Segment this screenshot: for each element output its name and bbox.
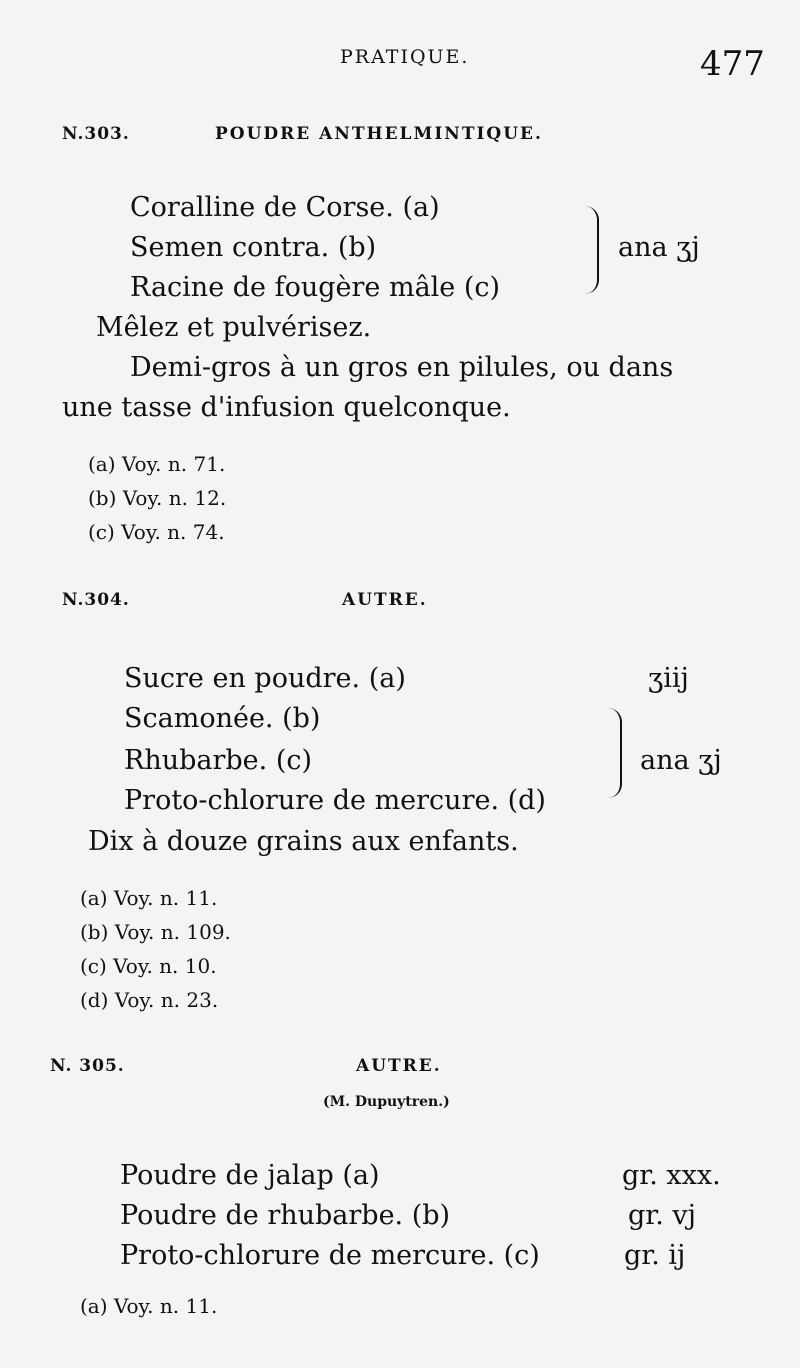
- recipe-303-ingredient-2: Semen contra. (b): [130, 232, 377, 263]
- recipe-305-note-a: (a) Voy. n. 11.: [80, 1294, 218, 1318]
- recipe-303-title: POUDRE ANTHELMINTIQUE.: [215, 124, 543, 144]
- recipe-304-ingredient-4: Proto-chlorure de mercure. (d): [124, 785, 546, 816]
- recipe-304-title: AUTRE.: [342, 590, 428, 610]
- recipe-303-ingredient-3: Racine de fougère mâle (c): [130, 272, 501, 303]
- recipe-305-quantity-1: gr. xxx.: [622, 1160, 721, 1191]
- recipe-303-ingredient-1: Coralline de Corse. (a): [130, 192, 440, 223]
- recipe-304-note-d: (d) Voy. n. 23.: [80, 988, 219, 1012]
- recipe-303-brace: [585, 206, 599, 294]
- recipe-305-author: (M. Dupuytren.): [323, 1094, 450, 1110]
- recipe-305-quantity-3: gr. ij: [624, 1240, 686, 1271]
- recipe-304-instruction: Dix à douze grains aux enfants.: [88, 826, 519, 857]
- recipe-304-quantity-1: ʒiij: [648, 663, 689, 694]
- recipe-303-note-b: (b) Voy. n. 12.: [88, 486, 227, 510]
- recipe-304-ingredient-1: Sucre en poudre. (a): [124, 663, 406, 694]
- recipe-304-quantity: ana ʒj: [640, 745, 722, 776]
- recipe-305-ingredient-3: Proto-chlorure de mercure. (c): [120, 1240, 540, 1271]
- recipe-303-note-c: (c) Voy. n. 74.: [88, 520, 225, 544]
- recipe-303-note-a: (a) Voy. n. 71.: [88, 452, 226, 476]
- recipe-303-instruction-2: Demi-gros à un gros en pilules, ou dans: [130, 352, 674, 383]
- recipe-303-instruction-3: une tasse d'infusion quelconque.: [62, 392, 511, 423]
- page-number: 477: [700, 44, 765, 84]
- recipe-304-ingredient-2: Scamonée. (b): [124, 703, 321, 734]
- recipe-304-note-b: (b) Voy. n. 109.: [80, 920, 231, 944]
- recipe-305-ingredient-1: Poudre de jalap (a): [120, 1160, 380, 1191]
- recipe-304-note-c: (c) Voy. n. 10.: [80, 954, 217, 978]
- recipe-303-quantity: ana ʒj: [618, 232, 700, 263]
- recipe-305-quantity-2: gr. vj: [628, 1200, 697, 1231]
- recipe-305-ingredient-2: Poudre de rhubarbe. (b): [120, 1200, 451, 1231]
- recipe-304-brace: [608, 708, 622, 798]
- recipe-304-number: N.304.: [62, 590, 130, 610]
- recipe-305-title: AUTRE.: [356, 1056, 442, 1076]
- recipe-304-note-a: (a) Voy. n. 11.: [80, 886, 218, 910]
- recipe-303-instruction-1: Mêlez et pulvérisez.: [96, 312, 372, 343]
- recipe-305-number: N. 305.: [50, 1056, 125, 1076]
- running-title: PRATIQUE.: [340, 46, 470, 68]
- recipe-303-number: N.303.: [62, 124, 130, 144]
- recipe-304-ingredient-3: Rhubarbe. (c): [124, 745, 313, 776]
